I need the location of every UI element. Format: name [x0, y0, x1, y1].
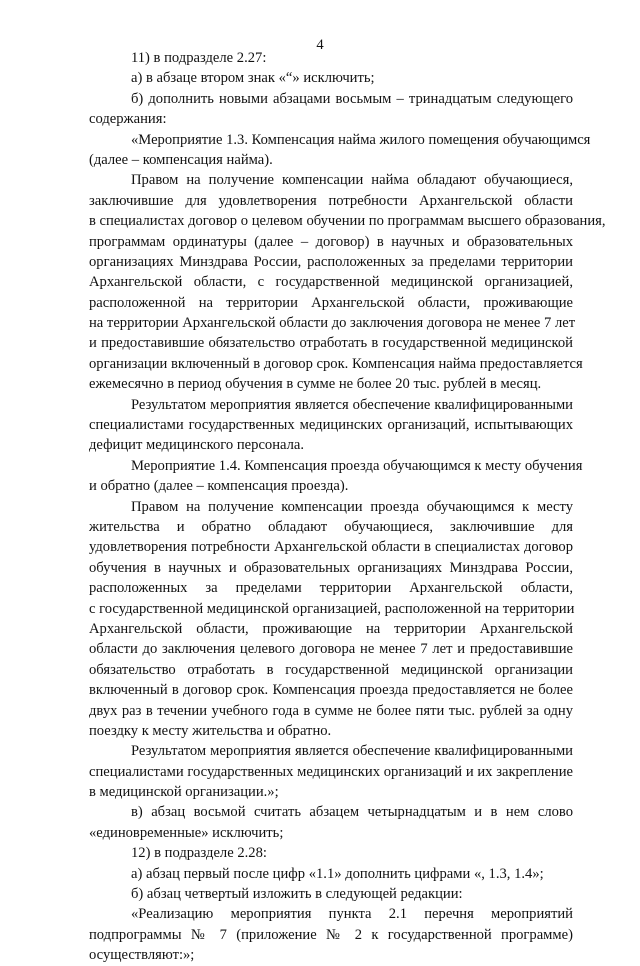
text-line: и обратно (далее – компенсация проезда). — [89, 478, 349, 495]
text-line: в) абзац восьмой считать абзацем четырнадцатым и в нем слово — [131, 804, 573, 821]
text-line: б) дополнить новыми абзацами восьмым – тринадцатым следующего — [131, 90, 573, 107]
text-line: (далее – компенсация найма). — [89, 151, 273, 168]
text-line: на территории Архангельской области до заключения договора не менее 7 лет — [89, 315, 576, 332]
text-line: а) в абзаце втором знак «“» исключить; — [131, 70, 375, 87]
text-line: содержания: — [89, 111, 167, 128]
text-line: с государственной медицинской организацией, расположенной на территории — [89, 600, 575, 617]
document-body — [89, 48, 606, 966]
text-line: Правом на получение компенсации найма обладают обучающиеся, — [131, 172, 573, 189]
text-line: б) абзац четвертый изложить в следующей редакции: — [131, 886, 463, 903]
text-line: Результатом мероприятия является обеспечение квалифицированными — [131, 743, 573, 760]
text-line: поездку к месту жительства и обратно. — [89, 722, 332, 739]
text-line: Правом на получение компенсации проезда обучающимся к месту — [131, 498, 573, 515]
text-line: и предоставившие обязательство отработать в государственной медицинской — [89, 335, 573, 352]
text-line: расположенной на территории Архангельской области, проживающие — [89, 294, 573, 311]
page-number: 4 — [316, 37, 324, 53]
text-line: обязательство отработать в государственной медицинской организации — [89, 661, 573, 678]
text-line: в медицинской организации.»; — [89, 784, 279, 801]
text-line: 11) в подразделе 2.27: — [131, 50, 267, 66]
text-line: ежемесячно в период обучения в сумме не более 20 тыс. рублей в месяц. — [89, 376, 542, 393]
text-line: «единовременные» исключить; — [89, 824, 284, 841]
text-line: программам ординатуры (далее – договор) в научных и образовательных — [89, 233, 573, 250]
text-line: Результатом мероприятия является обеспечение квалифицированными — [131, 396, 573, 413]
text-line: 12) в подразделе 2.28: — [131, 845, 267, 862]
text-line: осуществляют:»; — [89, 947, 195, 964]
text-line: Мероприятие 1.4. Компенсация проезда обучающимся к месту обучения — [131, 457, 583, 474]
text-line: Архангельской области, проживающие на территории Архангельской — [89, 620, 573, 637]
text-line: организациях Минздрава России, расположенных за пределами территории — [89, 253, 573, 270]
text-line: специалистами государственных медицинских организаций, испытывающих — [89, 417, 573, 434]
text-line: а) абзац первый после цифр «1.1» дополнить цифрами «, 1.3, 1.4»; — [131, 865, 544, 882]
text-line: «Реализацию мероприятия пункта 2.1 перечня мероприятий — [131, 906, 573, 923]
text-line: обучения в научных и образовательных организациях Минздрава России, — [89, 559, 573, 576]
text-line: включенный в договор срок. Компенсация проезда предоставляется не более — [89, 682, 573, 699]
text-line: заключившие для удовлетворения потребности Архангельской области — [89, 192, 573, 209]
text-line: Архангельской области, с государственной медицинской организацией, — [89, 274, 573, 291]
text-line: специалистами государственных медицинских организаций и их закрепление — [89, 763, 573, 780]
text-line: удовлетворения потребности Архангельской области в специалистах договор — [89, 539, 573, 556]
text-line: «Мероприятие 1.3. Компенсация найма жилого помещения обучающимся — [131, 131, 591, 148]
text-line: расположенных за пределами территории Архангельской области, — [89, 580, 573, 597]
text-line: в специалистах договор о целевом обучении по программам высшего образования, — [89, 213, 606, 230]
text-line: жительства и обратно обладают обучающиеся, заключившие для — [89, 518, 573, 535]
text-line: двух раз в течении учебного года в сумме не более пяти тыс. рублей за одну — [89, 702, 573, 719]
text-line: области до заключения целевого договора не менее 7 лет и предоставившие — [89, 641, 573, 658]
text-line: дефицит медицинского персонала. — [89, 437, 305, 454]
text-line: подпрограммы № 7 (приложение № 2 к государственной программе) — [89, 926, 573, 943]
text-line: организации включенный в договор срок. Компенсация найма предоставляется — [89, 355, 583, 372]
